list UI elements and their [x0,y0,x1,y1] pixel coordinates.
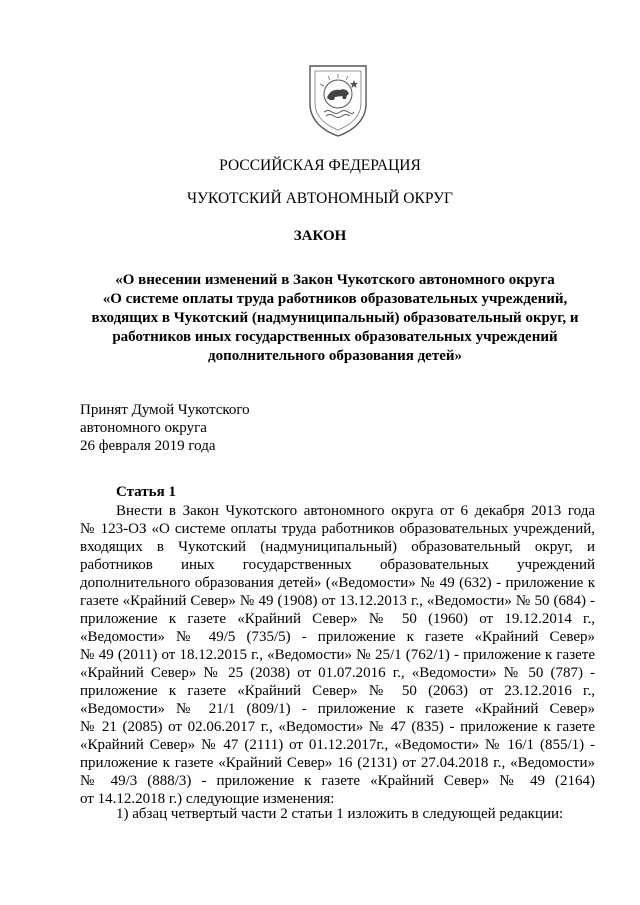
article-line: Внести в Закон Чукотского автономного округа от 6 декабря 2013 года [116,503,595,519]
law-subject-title [80,271,590,366]
article-line: «Ведомости» № 21/1 (809/1) - приложение к газете «Крайний Север» [80,701,595,717]
article-line: «Крайний Север» № 47 (2111) от 01.12.2017г., «Ведомости» № 16/1 (855/1) - [80,737,595,753]
adoption-line: Принят Думой Чукотского [80,402,250,418]
article-line: № 49/3 (888/3) - приложение к газете «Крайний Север» № 49 (2164) [80,773,595,789]
subject-line: «О системе оплаты труда работников образовательных учреждений, [102,291,568,307]
article-line: «Ведомости» № 49/5 (735/5) - приложение к газете «Крайний Север» [80,629,595,645]
article-body [80,502,595,808]
article-line: от 14.12.2018 г.) следующие изменения: [80,791,335,807]
article-line: № 123-ОЗ «О системе оплаты труда работников образовательных учреждений, [80,521,595,537]
subject-line: входящих в Чукотский (надмуниципальный) образовательный округ, и [91,310,579,326]
article-line: газете «Крайний Север» № 49 (1908) от 13.12.2013 г., «Ведомости» № 50 (684) - [80,593,595,609]
region-heading: ЧУКОТСКИЙ АВТОНОМНЫЙ ОКРУГ [186,190,454,207]
country-heading: РОССИЙСКАЯ ФЕДЕРАЦИЯ [219,157,421,174]
article-line: входящих в Чукотский (надмуниципальный) образовательный округ, и [80,539,595,555]
article-line: приложение к газете «Крайний Север» № 50 (1960) от 19.12.2014 г., [80,611,595,627]
article-line: № 49 (2011) от 18.12.2015 г., «Ведомости» № 25/1 (762/1) - приложение к газете [80,647,595,663]
subject-line: дополнительного образования детей» [207,348,462,364]
article-line: дополнительного образования детей» («Ведомости» № 49 (632) - приложение к [80,575,595,591]
document-type-title: ЗАКОН [293,228,347,244]
subject-line: работников иных государственных образовательных учреждений [112,329,558,345]
article-line: «Крайний Север» № 25 (2038) от 01.07.2016 г., «Ведомости» № 50 (787) - [80,665,595,681]
article-line: № 21 (2085) от 02.06.2017 г., «Ведомости» № 47 (835) - приложение к газете [80,719,595,735]
article-heading: Статья 1 [116,484,176,500]
coat-of-arms-emblem [302,58,374,138]
adoption-date: 26 февраля 2019 года [80,438,216,454]
adoption-line: автономного округа [80,420,207,436]
article-line: приложение к газете «Крайний Север» 16 (2131) от 27.04.2018 г., «Ведомости» [80,755,595,771]
article-line: приложение к газете «Крайний Север» № 50 (2063) от 23.12.2016 г., [80,683,595,699]
article-line: работников иных государственных образовательных учреждений [80,557,595,573]
article-item-1: 1) абзац четвертый части 2 статьи 1 изложить в следующей редакции: [116,806,564,822]
adoption-note [80,401,250,455]
subject-line: «О внесении изменений в Закон Чукотского автономного округа [115,272,555,288]
